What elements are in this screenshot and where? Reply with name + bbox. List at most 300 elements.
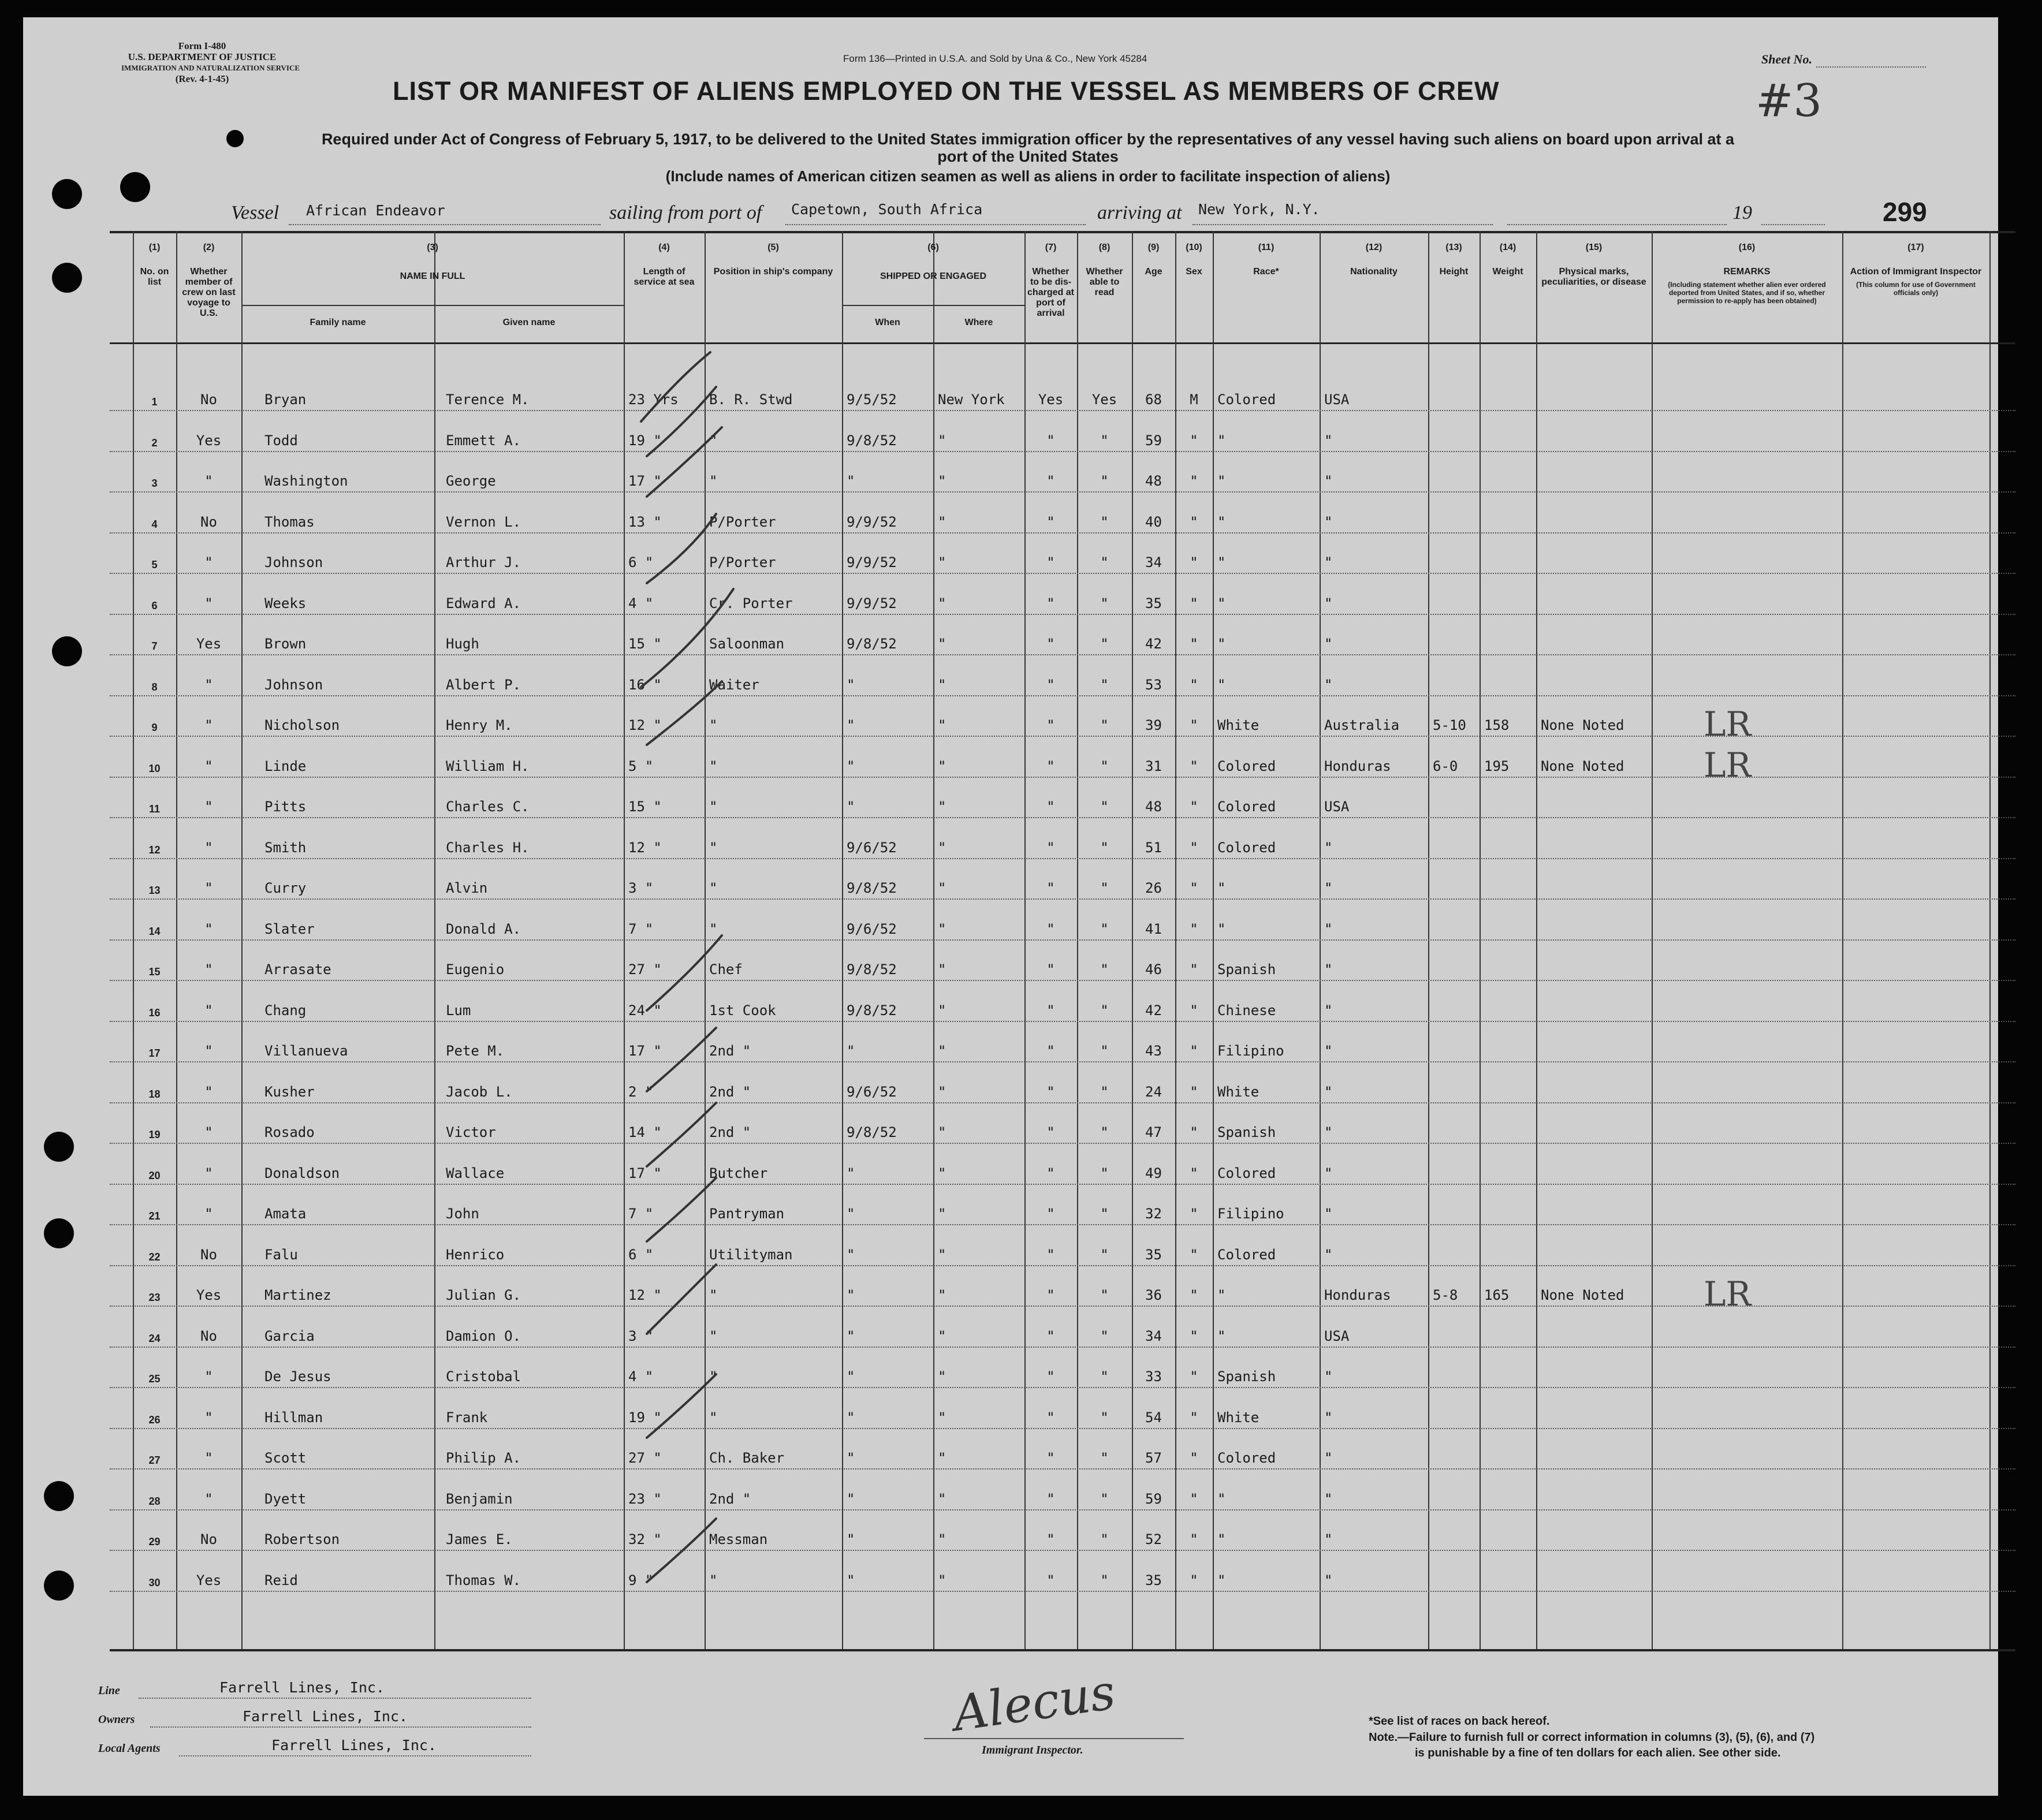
cell-last: " [204,1368,213,1385]
footer-note-line1: Note.—Failure to furnish full or correct information in columns (3), (5), (6), and (7) [1369,1731,1815,1744]
cell-family: Brown [264,636,307,652]
row-number: 25 [148,1373,161,1385]
cell-age: 35 [1145,1246,1162,1263]
cell-age: 42 [1145,636,1162,652]
races-note: *See list of races on back hereof. [1369,1715,1550,1728]
cell-when: 9/9/52 [847,513,897,530]
cell-family: Johnson [264,676,323,693]
cell-age: 59 [1145,1490,1162,1507]
cell-position: " [709,432,718,449]
cell-service: 32 " [628,1531,662,1547]
cell-disch: " [1046,1327,1055,1344]
cell-service: 6 " [628,1246,654,1263]
cell-family: Washington [264,473,348,489]
cell-sex: " [1190,513,1198,530]
cell-disch: " [1046,432,1055,449]
cell-disch: " [1046,1287,1055,1303]
cell-position: " [709,717,718,733]
cell-where: " [938,432,947,449]
cell-when: " [847,1246,855,1263]
cell-read: " [1100,1165,1109,1181]
column-header: Sex [1186,267,1202,277]
cell-position: Saloonman [709,636,785,652]
vessel-label: Vessel [231,202,280,223]
column-number: (4) [658,243,670,252]
cell-family: Rosado [264,1124,315,1140]
cell-position: " [709,799,718,815]
cell-given: Wallace [446,1165,505,1181]
sheet-number-handwritten: #3 [1756,75,1822,127]
cell-family: Slater [264,920,315,937]
cell-read: " [1100,513,1109,530]
cell-family: Kusher [264,1083,315,1100]
cell-service: 23 Yrs [628,391,679,408]
column-header: Race* [1253,267,1279,277]
cell-age: 53 [1145,676,1162,693]
cell-age: 39 [1145,717,1162,733]
cell-disch: " [1046,513,1055,530]
cell-race: " [1217,1572,1226,1588]
cell-position: Pantryman [709,1206,785,1222]
cell-family: Martinez [264,1287,331,1303]
cell-service: 15 " [628,799,662,815]
year-line [1761,224,1825,225]
cell-given: Emmett A. [446,432,521,449]
form-number: Form I-480 [178,40,226,51]
line-value: Farrell Lines, Inc. [219,1679,385,1696]
column-header: SHIPPED OR ENGAGED [880,271,987,281]
cell-age: 52 [1145,1531,1162,1547]
cell-age: 32 [1145,1206,1162,1222]
cell-race: Colored [1217,391,1276,408]
cell-read: " [1100,1327,1109,1344]
cell-read: Yes [1091,391,1117,408]
cell-weight: 195 [1484,758,1510,774]
cell-race: Chinese [1217,1002,1276,1019]
cell-disch: Yes [1038,391,1064,408]
cell-race: Spanish [1217,1368,1276,1385]
cell-position: 2nd " [709,1043,751,1059]
cell-age: 35 [1145,595,1162,611]
cell-sex: " [1190,961,1198,978]
cell-where: " [938,636,947,652]
cell-sex: " [1190,1490,1198,1507]
cell-service: 24 " [628,1002,662,1019]
cell-when: " [847,717,855,733]
cell-disch: " [1046,758,1055,774]
cell-age: 43 [1145,1043,1162,1059]
cell-read: " [1100,1083,1109,1100]
row-number: 13 [148,885,161,896]
cell-disch: " [1046,717,1055,733]
sheet-line [1816,66,1926,68]
cell-disch: " [1046,1002,1055,1019]
cell-read: " [1100,1572,1109,1588]
punch-hole [44,1481,74,1511]
cell-sex: " [1190,636,1198,652]
cell-family: Curry [264,880,307,896]
cell-when: " [847,1490,855,1507]
cell-sex: " [1190,554,1198,570]
cell-family: Linde [264,758,307,774]
cell-disch: " [1046,1450,1055,1466]
cell-where: " [938,595,947,611]
table-row [110,1201,2015,1242]
cell-when: " [847,1287,855,1303]
cell-where: " [938,676,947,693]
cell-sex: M [1190,391,1198,408]
cell-read: " [1100,1409,1109,1426]
cell-position: " [709,1409,718,1426]
cell-where: " [938,1409,947,1426]
header-subrule [842,305,1024,306]
row-number: 14 [148,925,161,937]
cell-disch: " [1046,676,1055,693]
cell-position: " [709,880,718,896]
row-number: 5 [151,559,158,570]
column-number: (11) [1258,243,1275,252]
cell-where: " [938,717,947,733]
table-header-rule [110,342,2015,344]
owners-rule [150,1726,531,1728]
cell-race: White [1217,717,1260,733]
cell-nat: " [1324,880,1333,896]
cell-last: No [200,1246,217,1263]
table-row [110,1486,2015,1527]
cell-given: Terence M. [446,391,530,408]
cell-nat: " [1324,961,1333,978]
cell-read: " [1100,432,1109,449]
cell-age: 41 [1145,920,1162,937]
cell-given: Albert P. [446,676,521,693]
row-number: 30 [148,1576,161,1588]
cell-family: De Jesus [264,1368,331,1385]
cell-family: Thomas [264,513,315,530]
cell-position: Utilityman [709,1246,793,1263]
row-number: 6 [151,599,158,611]
cell-sex: " [1190,595,1198,611]
sailing-line [785,224,1086,225]
printer-note: Form 136—Printed in U.S.A. and Sold by Una & Co., New York 45284 [843,53,1147,64]
column-header: Physical marks, peculiarities, or disease [1541,267,1646,287]
cell-last: " [204,1083,213,1100]
cell-race: Colored [1217,799,1276,815]
cell-family: Dyett [264,1490,307,1507]
cell-nat: " [1324,1043,1333,1059]
cell-service: 12 " [628,1287,662,1303]
cell-sex: " [1190,473,1198,489]
cell-position: P/Porter [709,513,776,530]
cell-disch: " [1046,1206,1055,1222]
cell-given: Cristobal [446,1368,521,1385]
cell-nat: Honduras [1324,1287,1391,1303]
cell-where: " [938,1002,947,1019]
cell-nat: USA [1324,799,1350,815]
cell-sex: " [1190,1287,1198,1303]
crew-table [110,231,2015,1651]
cell-disch: " [1046,1124,1055,1140]
cell-when: 9/8/52 [847,880,897,896]
column-note: (This column for use of Government officials only) [1856,281,1976,297]
cell-where: " [938,513,947,530]
punch-hole [52,263,82,293]
table-top-rule [110,231,2015,233]
row-number: 12 [148,844,161,856]
cell-last: " [204,473,213,489]
table-row [110,1445,2015,1486]
cell-position: Messman [709,1531,768,1547]
cell-service: 6 " [628,554,654,570]
cell-age: 34 [1145,1327,1162,1344]
cell-sex: " [1190,920,1198,937]
year-label: 19 [1732,202,1752,223]
cell-age: 48 [1145,799,1162,815]
cell-position: P/Porter [709,554,776,570]
cell-given: Frank [446,1409,488,1426]
agents-rule [179,1755,531,1756]
cell-race: " [1217,432,1226,449]
cell-last: " [204,595,213,611]
cell-when: 9/6/52 [847,1083,897,1100]
column-header: Whether member of crew on last voyage to U.S. [182,267,236,318]
cell-read: " [1100,473,1109,489]
cell-read: " [1100,595,1109,611]
cell-race: " [1217,920,1226,937]
cell-when: " [847,1450,855,1466]
cell-disch: " [1046,1043,1055,1059]
cell-position: Cr. Porter [709,595,793,611]
cell-race: " [1217,1287,1226,1303]
column-header: Position in ship's company [713,267,833,277]
cell-age: 31 [1145,758,1162,774]
cell-last: Yes [196,432,222,449]
cell-sex: " [1190,432,1198,449]
date-line [1507,224,1727,225]
cell-position: " [709,920,718,937]
cell-last: " [204,1450,213,1466]
cell-when: " [847,1531,855,1547]
cell-height: 5-8 [1433,1287,1458,1303]
cell-where: " [938,1531,947,1547]
row-number: 24 [148,1332,161,1344]
cell-family: Bryan [264,391,307,408]
cell-age: 54 [1145,1409,1162,1426]
cell-disch: " [1046,839,1055,856]
row-number: 1 [151,396,158,408]
cell-given: Charles C. [446,799,530,815]
cell-family: Donaldson [264,1165,340,1181]
cell-height: 5-10 [1433,717,1466,733]
cell-nat: " [1324,432,1333,449]
cell-age: 35 [1145,1572,1162,1588]
owners-label: Owners [98,1713,135,1726]
cell-when: " [847,758,855,774]
cell-where: " [938,1206,947,1222]
cell-where: " [938,1165,947,1181]
cell-read: " [1100,554,1109,570]
vessel-line [289,224,601,225]
column-header: Weight [1492,267,1523,277]
cell-sex: " [1190,1246,1198,1263]
cell-race: Colored [1217,1450,1276,1466]
cell-where: " [938,1246,947,1263]
cell-nat: " [1324,636,1333,652]
cell-given: Alvin [446,880,488,896]
cell-read: " [1100,1124,1109,1140]
cell-age: 42 [1145,1002,1162,1019]
cell-last: " [204,1002,213,1019]
cell-when: " [847,473,855,489]
cell-position: " [709,1572,718,1588]
cell-disch: " [1046,1490,1055,1507]
table-row [110,1405,2015,1446]
vessel-name: African Endeavor [306,202,445,219]
cell-read: " [1100,961,1109,978]
cell-service: 19 " [628,1409,662,1426]
cell-when: 9/6/52 [847,920,897,937]
cell-last: " [204,880,213,896]
cell-disch: " [1046,473,1055,489]
cell-family: Villanueva [264,1043,348,1059]
cell-nat: USA [1324,391,1350,408]
cell-age: 48 [1145,473,1162,489]
cell-given: Damion O. [446,1327,521,1344]
cell-last: Yes [196,636,222,652]
cell-family: Reid [264,1572,298,1588]
cell-position: " [709,758,718,774]
cell-where: " [938,1368,947,1385]
cell-sex: " [1190,880,1198,896]
column-number: (5) [767,243,779,252]
cell-family: Johnson [264,554,323,570]
row-number: 7 [151,640,158,652]
cell-marks: None Noted [1541,1287,1624,1303]
cell-nat: USA [1324,1327,1350,1344]
cell-given: Hugh [446,636,479,652]
column-number: (14) [1499,243,1516,252]
cell-read: " [1100,839,1109,856]
footer-note-line2: is punishable by a fine of ten dollars for each alien. See other side. [1415,1747,1781,1759]
cell-last: No [200,1531,217,1547]
table-row [110,631,2015,672]
cell-age: 34 [1145,554,1162,570]
column-number: (6) [927,243,939,252]
cell-marks: None Noted [1541,758,1624,774]
cell-read: " [1100,920,1109,937]
department: U.S. DEPARTMENT OF JUSTICE [128,51,277,62]
cell-race: " [1217,1490,1226,1507]
cell-sex: " [1190,676,1198,693]
cell-where: " [938,1043,947,1059]
agents-label: Local Agents [98,1742,161,1755]
cell-given: John [446,1206,479,1222]
column-number: (8) [1098,243,1111,252]
arriving-port: New York, N.Y. [1198,201,1320,218]
table-row [110,550,2015,591]
cell-sex: " [1190,1531,1198,1547]
cell-race: Colored [1217,1246,1276,1263]
cell-given: Thomas W. [446,1572,521,1588]
cell-remarks: LR [1704,1274,1752,1314]
cell-family: Weeks [264,595,307,611]
column-number: (10) [1186,243,1202,252]
cell-last: " [204,554,213,570]
cell-nat: " [1324,1002,1333,1019]
cell-nat: " [1324,513,1333,530]
cell-sex: " [1190,717,1198,733]
cell-age: 49 [1145,1165,1162,1181]
cell-sex: " [1190,1572,1198,1588]
cell-race: White [1217,1083,1260,1100]
table-row [110,1274,2015,1323]
manifest-sheet [23,17,1998,1796]
table-row [110,1568,2015,1609]
cell-sex: " [1190,1165,1198,1181]
cell-when: 9/8/52 [847,636,897,652]
column-subheader: Family name [310,318,366,327]
cell-last: " [204,1490,213,1507]
cell-where: " [938,473,947,489]
sheet-label: Sheet No. [1761,52,1812,66]
cell-last: " [204,920,213,937]
cell-given: George [446,473,496,489]
cell-nat: " [1324,1083,1333,1100]
cell-given: Lum [446,1002,471,1019]
cell-position: " [709,473,718,489]
cell-sex: " [1190,1002,1198,1019]
cell-nat: " [1324,473,1333,489]
row-number: 8 [151,681,158,693]
cell-when: 9/8/52 [847,1124,897,1140]
punch-hole [120,172,150,202]
cell-given: Vernon L. [446,513,521,530]
sailing-port: Capetown, South Africa [791,201,983,218]
cell-read: " [1100,1450,1109,1466]
cell-position: Butcher [709,1165,768,1181]
cell-nat: " [1324,595,1333,611]
cell-where: " [938,961,947,978]
cell-race: " [1217,1327,1226,1344]
table-row [110,387,2015,428]
cell-given: Jacob L. [446,1083,513,1100]
cell-marks: None Noted [1541,717,1624,733]
cell-given: Benjamin [446,1490,513,1507]
cell-service: 5 " [628,758,654,774]
cell-nat: " [1324,1531,1333,1547]
cell-disch: " [1046,1409,1055,1426]
column-header: NAME IN FULL [400,271,465,281]
column-number: (1) [148,243,161,252]
cell-read: " [1100,799,1109,815]
cell-where: " [938,1083,947,1100]
cell-position: 1st Cook [709,1002,776,1019]
form-info [121,40,300,84]
cell-family: Amata [264,1206,307,1222]
punch-hole [44,1132,74,1162]
cell-when: 9/9/52 [847,554,897,570]
table-row [110,916,2015,957]
checkmarks-svg [629,341,762,1611]
row-number: 21 [148,1210,161,1222]
table-row [110,1038,2015,1079]
cell-family: Smith [264,839,307,856]
cell-family: Pitts [264,799,307,815]
punch-hole [44,1218,74,1248]
cell-last: " [204,1409,213,1426]
cell-position: 2nd " [709,1083,751,1100]
line-label: Line [98,1684,120,1697]
cell-where: " [938,1490,947,1507]
